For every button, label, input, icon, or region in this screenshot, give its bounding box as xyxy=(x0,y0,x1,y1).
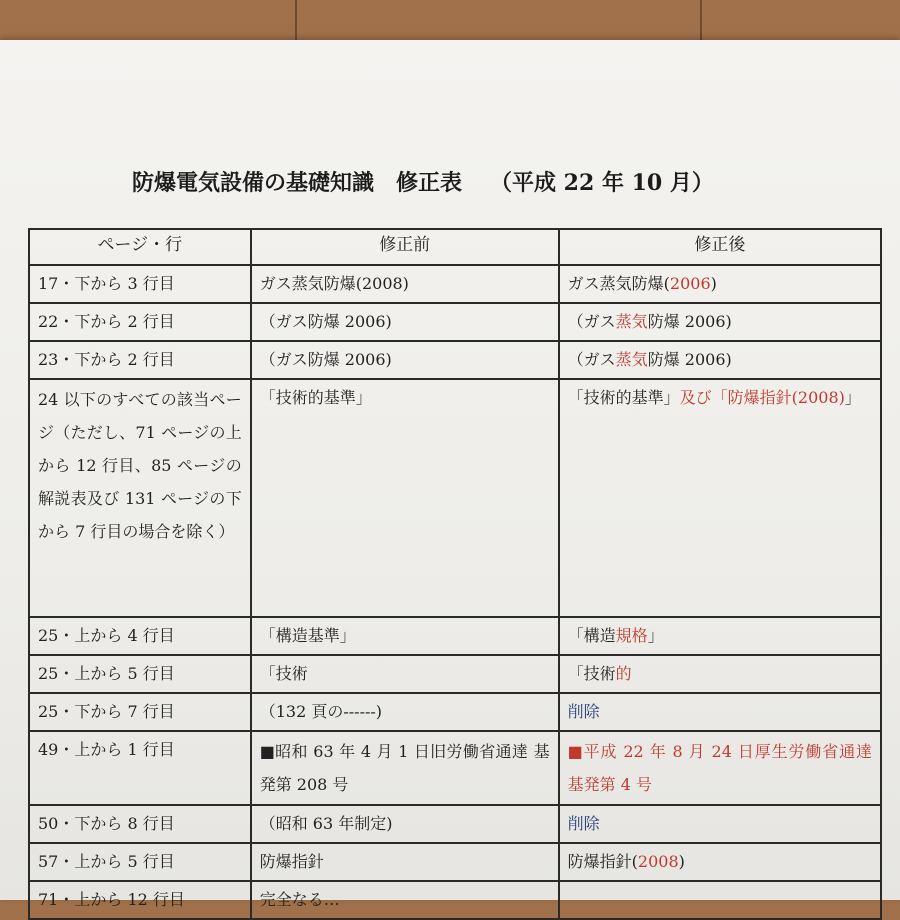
table-row xyxy=(29,265,881,303)
after-change: 蒸気 xyxy=(615,350,648,369)
cell-after: ■平成 22 年 8 月 24 日厚生労働省通達 基発第 4 号 xyxy=(559,731,881,805)
title-text: 防爆電気設備の基礎知識 修正表 xyxy=(132,170,463,196)
cell-after xyxy=(559,265,881,303)
after-text: 「技術的基準」 xyxy=(567,388,680,407)
cell-before: 完全なる… xyxy=(251,881,559,919)
cell-before: 「構造基準」 xyxy=(251,617,559,655)
after-text: （ガス xyxy=(567,350,616,369)
table-row xyxy=(29,843,881,881)
after-text: 防爆 2006) xyxy=(647,312,732,331)
header-after: 修正後 xyxy=(559,229,881,265)
page-title xyxy=(132,166,714,197)
cell-before: （昭和 63 年制定) xyxy=(251,805,559,843)
after-text: 「構造 xyxy=(567,626,616,645)
after-text: ) xyxy=(710,274,717,293)
after-text: （ガス xyxy=(567,312,616,331)
table-row xyxy=(29,731,881,805)
after-text: 」 xyxy=(844,388,861,407)
after-text: 」 xyxy=(647,626,664,645)
after-text: 防爆 2006) xyxy=(647,350,732,369)
cell-before: （ガス防爆 2006) xyxy=(251,341,559,379)
cell-page: 57・上から 5 行目 xyxy=(29,843,251,881)
after-change: 及び「防爆指針(2008) xyxy=(679,388,845,407)
table-header-row xyxy=(29,229,881,265)
table-row xyxy=(29,655,881,693)
cell-before: （132 頁の------) xyxy=(251,693,559,731)
cell-after xyxy=(559,379,881,617)
cell-page: 50・下から 8 行目 xyxy=(29,805,251,843)
cell-after xyxy=(559,843,881,881)
cell-after xyxy=(559,881,881,919)
cell-page: 17・下から 3 行目 xyxy=(29,265,251,303)
cell-after: 削除 xyxy=(559,805,881,843)
cell-page: 25・下から 7 行目 xyxy=(29,693,251,731)
cell-before: （ガス防爆 2006) xyxy=(251,303,559,341)
after-change: 規格 xyxy=(615,626,648,645)
after-text: 防爆指針( xyxy=(567,852,638,871)
after-change: 2008 xyxy=(637,852,679,871)
table-row xyxy=(29,379,881,617)
table-row xyxy=(29,881,881,919)
table-row xyxy=(29,805,881,843)
header-before: 修正前 xyxy=(251,229,559,265)
cell-page: 71・上から 12 行目 xyxy=(29,881,251,919)
cell-before: 防爆指針 xyxy=(251,843,559,881)
cell-after xyxy=(559,617,881,655)
cell-before: 「技術的基準」 xyxy=(251,379,559,617)
after-change: 的 xyxy=(615,664,632,683)
after-text: ) xyxy=(678,852,685,871)
cell-before: 「技術 xyxy=(251,655,559,693)
after-text: 「技術 xyxy=(567,664,616,683)
table-row xyxy=(29,693,881,731)
correction-table xyxy=(28,228,882,920)
header-page: ページ・行 xyxy=(29,229,251,265)
table-row xyxy=(29,341,881,379)
title-date: （平成 22 年 10 月） xyxy=(490,170,714,196)
cell-page: 25・上から 5 行目 xyxy=(29,655,251,693)
cell-page: 23・下から 2 行目 xyxy=(29,341,251,379)
table-row xyxy=(29,303,881,341)
table-row xyxy=(29,617,881,655)
cell-after xyxy=(559,303,881,341)
after-change: 2006 xyxy=(669,274,711,293)
after-text: ガス蒸気防爆( xyxy=(567,274,670,293)
cell-page: 22・下から 2 行目 xyxy=(29,303,251,341)
cell-after xyxy=(559,655,881,693)
cell-page: 24 以下のすべての該当ページ（ただし、71 ページの上から 12 行目、85 ページの解説表及び 131 ページの下から 7 行目の場合を除く） xyxy=(29,379,251,617)
cell-before: ガス蒸気防爆(2008) xyxy=(251,265,559,303)
cell-page: 49・上から 1 行目 xyxy=(29,731,251,805)
cell-after xyxy=(559,341,881,379)
cell-before: ■昭和 63 年 4 月 1 日旧労働省通達 基発第 208 号 xyxy=(251,731,559,805)
cell-page: 25・上から 4 行目 xyxy=(29,617,251,655)
cell-after: 削除 xyxy=(559,693,881,731)
after-change: 蒸気 xyxy=(615,312,648,331)
